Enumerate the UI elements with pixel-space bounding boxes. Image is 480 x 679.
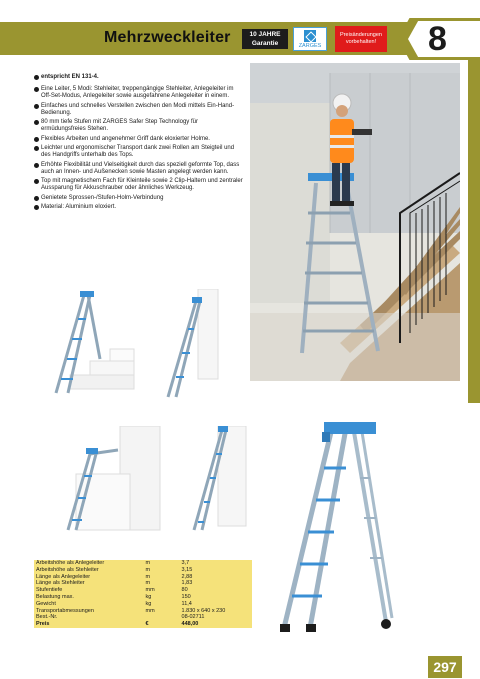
bullet-icon bbox=[34, 163, 39, 168]
bullet-icon bbox=[34, 179, 39, 184]
feature-list bbox=[34, 74, 244, 214]
table-row: Länge als Stehleiter m 1,83 bbox=[36, 580, 193, 587]
bullet-icon bbox=[34, 146, 39, 151]
zarges-logo-icon bbox=[304, 30, 316, 42]
table-row: Gewicht kg 11,4 bbox=[36, 600, 192, 607]
ladder-extended-image bbox=[184, 426, 248, 534]
ladder-against-wall-image bbox=[152, 289, 228, 401]
feature-item: entspricht EN 131-4. bbox=[34, 74, 244, 81]
feature-item: Genietete Sprossen-/Stufen-Holm-Verbindung bbox=[34, 195, 244, 202]
bullet-icon bbox=[34, 104, 39, 109]
brand-logo-text: ZARGES bbox=[298, 43, 322, 49]
spec-table bbox=[34, 560, 252, 628]
table-row: Arbeitshöhe als Stehleiter m 3,15 bbox=[36, 566, 193, 573]
table-row: Best.-Nr. 08-02711 bbox=[36, 614, 205, 621]
main-ladder-image bbox=[274, 418, 394, 640]
chapter-number: 8 bbox=[428, 20, 447, 58]
bullet-icon bbox=[34, 75, 39, 80]
feature-item: Einfaches und schnelles Verstellen zwischen den Modi mittels Ein-Hand-Bedienung. bbox=[34, 103, 244, 117]
feature-item: Eine Leiter, 5 Modi: Stehleiter, treppengängige Stehleiter, Anlegeleiter im Off-Set-Modus, Anlegeleiter sowie ausgefahrene Anlegeleiter in einem. bbox=[34, 86, 244, 100]
page-title: Mehrzweckleiter bbox=[104, 29, 231, 46]
feature-item: Top mit magnetischem Fach für Kleinteile sowie 2 Clip-Haltern und zentraler Aussparung für Akkuschrauber oder ähnliches Werkzeug. bbox=[34, 178, 244, 192]
bullet-icon bbox=[34, 120, 39, 125]
thumbnail-offset-mode bbox=[54, 426, 164, 534]
price-row: Preis € 448,00 bbox=[36, 621, 199, 628]
bullet-icon bbox=[34, 196, 39, 201]
price-badge-line1: Preisänderungen bbox=[340, 32, 382, 38]
bullet-icon bbox=[34, 205, 39, 210]
thumbnail-lean-mode bbox=[152, 289, 228, 401]
table-row: Belastung max. kg 150 bbox=[36, 593, 191, 600]
ladder-on-stairs-image bbox=[34, 289, 140, 401]
feature-item: Leichter und ergonomischer Transport dank zwei Rollen am Steigteil und des Handgriffs unterhalb des Tops. bbox=[34, 145, 244, 159]
bullet-icon bbox=[34, 87, 39, 92]
thumbnail-stair-mode bbox=[34, 289, 140, 401]
warranty-badge-line1: 10 JAHRE bbox=[249, 31, 281, 38]
feature-item: Flexibles Arbeiten und angenehmer Griff dank eloxierter Holme. bbox=[34, 136, 244, 143]
ladder-offset-image bbox=[54, 426, 164, 534]
bullet-icon bbox=[34, 137, 39, 142]
table-row: Länge als Anlegeleiter m 2,88 bbox=[36, 573, 193, 580]
side-accent-bar bbox=[468, 60, 480, 403]
brand-logo bbox=[293, 27, 327, 51]
price-badge-line2: vorbehalten! bbox=[345, 39, 377, 45]
table-row: Transportabmessungen mm 1.830 x 640 x 230 bbox=[36, 607, 226, 614]
table-row: Arbeitshöhe als Anlegeleiter m 3,7 bbox=[36, 560, 190, 566]
product-photo bbox=[250, 63, 460, 381]
page-number: 297 bbox=[428, 656, 462, 678]
feature-item: Material: Aluminium eloxiert. bbox=[34, 204, 244, 211]
staircase-scene-image bbox=[250, 63, 460, 381]
price-change-badge bbox=[335, 26, 387, 52]
feature-item: 80 mm tiefe Stufen mit ZARGES Safer Step Technology für ermüdungsfreies Stehen. bbox=[34, 119, 244, 133]
table-row: Stufentiefe mm 80 bbox=[36, 587, 188, 594]
warranty-badge bbox=[242, 29, 288, 49]
thumbnail-extended-mode bbox=[184, 426, 248, 534]
stepladder-image bbox=[274, 418, 394, 640]
feature-item: Erhöhte Flexibilität und Vielseitigkeit durch das speziell geformte Top, dass auch an Innen- und Außenecken sowie Masten angelegt werden kann. bbox=[34, 162, 244, 176]
warranty-badge-line2: Garantie bbox=[251, 39, 279, 47]
